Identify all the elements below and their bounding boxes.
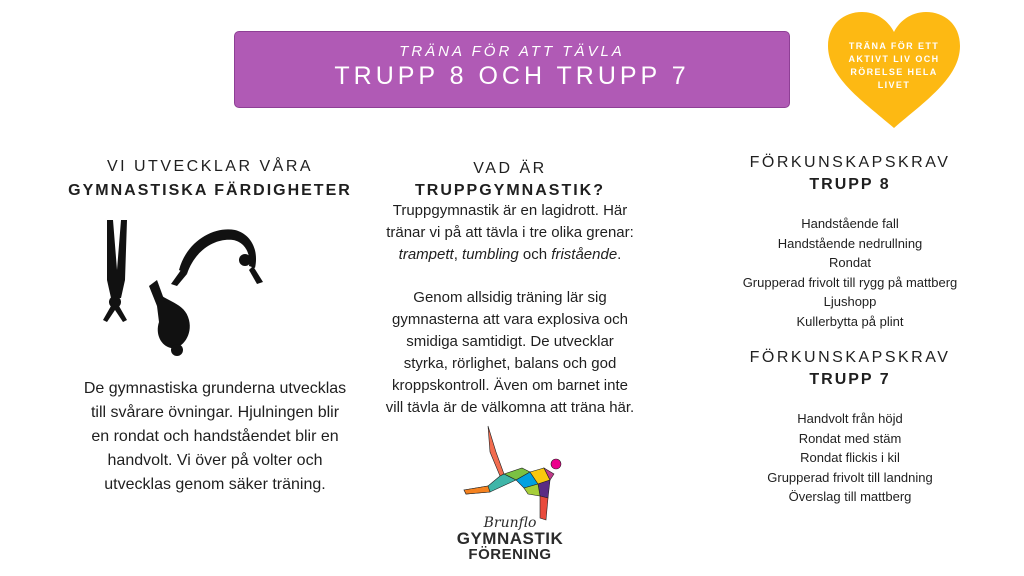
middle-para2 bbox=[360, 287, 660, 419]
middle-para1-line: tränar vi på att tävla i tre olika grenar: bbox=[386, 224, 634, 241]
gymnast-logo-icon bbox=[460, 422, 570, 527]
middle-para2-line: Genom allsidig träning lär sig bbox=[413, 289, 607, 306]
heart-line: AKTIVT LIV OCH bbox=[848, 54, 940, 64]
gren-trampett: trampett bbox=[398, 246, 454, 263]
middle-heading-line2: TRUPPGYMNASTIK? bbox=[415, 182, 605, 199]
banner-subtitle: TRÄNA FÖR ATT TÄVLA bbox=[399, 43, 625, 60]
gren-tumbling: tumbling bbox=[462, 246, 519, 263]
heart-text bbox=[846, 40, 942, 92]
right-heading-1-label: FÖRKUNSKAPSKRAV bbox=[749, 154, 951, 171]
requirement-item: Rondat bbox=[829, 255, 871, 271]
logo-script: Brunflo bbox=[483, 515, 537, 531]
middle-para2-line: kroppskontroll. Även om barnet inte bbox=[392, 377, 628, 394]
requirement-item: Ljushopp bbox=[823, 294, 877, 310]
left-heading-line2: GYMNASTISKA FÄRDIGHETER bbox=[68, 182, 352, 199]
left-body-line: en rondat och handståendet blir en bbox=[91, 428, 339, 445]
gren-separator: och bbox=[518, 246, 552, 263]
left-body-line: De gymnastiska grunderna utvecklas bbox=[83, 380, 347, 397]
middle-para2-line: smidiga samtidigt. De utvecklar bbox=[406, 333, 614, 350]
middle-para1-line-grenar bbox=[360, 244, 660, 266]
right-heading-2 bbox=[720, 347, 980, 391]
middle-para1 bbox=[360, 200, 660, 266]
right-heading-2-label: FÖRKUNSKAPSKRAV bbox=[749, 349, 951, 366]
right-heading-1-group: TRUPP 8 bbox=[809, 176, 891, 193]
requirement-item: Handvolt från höjd bbox=[797, 411, 903, 426]
gren-separator: , bbox=[453, 246, 463, 263]
requirement-item: Handstående fall bbox=[801, 216, 899, 231]
left-heading bbox=[20, 155, 400, 203]
middle-para2-line: vill tävla är de välkomna att träna här. bbox=[385, 399, 635, 416]
right-heading-1 bbox=[720, 152, 980, 196]
left-heading-line1: VI UTVECKLAR VÅRA bbox=[106, 158, 314, 175]
middle-para2-line: styrka, rörlighet, balans och god bbox=[403, 355, 617, 372]
requirement-item: Rondat flickis i kil bbox=[800, 450, 900, 466]
trupp7-requirements bbox=[720, 409, 980, 507]
requirement-item: Grupperad frivolt till rygg på mattberg bbox=[742, 274, 958, 290]
requirement-item: Överslag till mattberg bbox=[788, 489, 912, 505]
club-logo bbox=[440, 515, 580, 563]
middle-para2-line: gymnasterna att vara explosiva och bbox=[392, 311, 628, 328]
heart-badge bbox=[824, 10, 964, 132]
right-heading-2-group: TRUPP 7 bbox=[809, 371, 891, 388]
left-body bbox=[30, 377, 400, 497]
left-body-line: utvecklas genom säker träning. bbox=[104, 476, 326, 493]
gren-end: . bbox=[617, 246, 622, 263]
middle-heading bbox=[360, 158, 660, 202]
requirement-item: Rondat med stäm bbox=[798, 430, 902, 446]
heart-line: LIVET bbox=[877, 80, 911, 90]
logo-line2: FÖRENING bbox=[468, 546, 552, 563]
middle-heading-line1: VAD ÄR bbox=[473, 160, 547, 177]
heart-line: TRÄNA FÖR ETT bbox=[848, 41, 940, 51]
gren-friståend: fristående bbox=[551, 246, 618, 263]
middle-para1-line: Truppgymnastik är en lagidrott. Här bbox=[392, 202, 628, 219]
gymnasts-silhouette-icon bbox=[95, 210, 275, 365]
requirement-item: Grupperad frivolt till landning bbox=[767, 469, 933, 485]
title-banner bbox=[234, 31, 790, 108]
trupp8-requirements bbox=[720, 214, 980, 332]
requirement-item: Handstående nedrullning bbox=[777, 235, 923, 251]
left-body-line: handvolt. Vi över på volter och bbox=[107, 452, 323, 469]
heart-line: RÖRELSE HELA bbox=[850, 67, 938, 77]
left-body-line: till svårare övningar. Hjulningen blir bbox=[90, 404, 340, 421]
banner-title: TRUPP 8 OCH TRUPP 7 bbox=[334, 62, 690, 90]
logo-line1: GYMNASTIK bbox=[456, 529, 564, 548]
requirement-item: Kullerbytta på plint bbox=[796, 313, 904, 329]
